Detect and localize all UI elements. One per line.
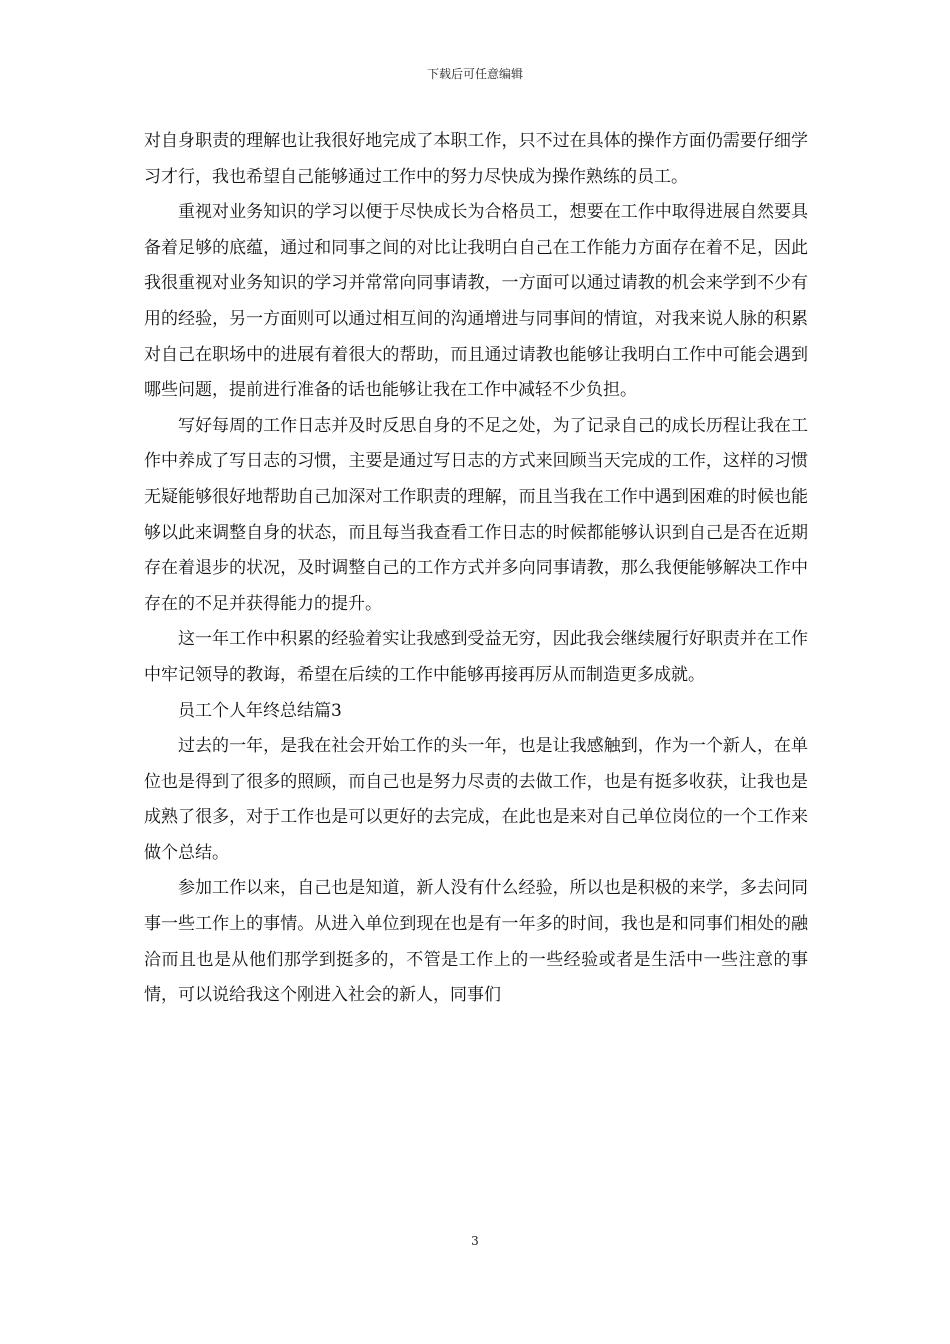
paragraph-1: 对自身职责的理解也让我很好地完成了本职工作，只不过在具体的操作方面仍需要仔细学习才行，我也希望自己能够通过工作中的努力尽快成为操作熟练的员工。: [144, 131, 808, 187]
paragraph-4: 这一年工作中积累的经验着实让我感到受益无穷，因此我会继续履行好职责并在工作中牢记领导的教诲，希望在后续的工作中能够再接再厉从而制造更多成就。: [144, 629, 808, 685]
paragraph-5: 过去的一年，是我在社会开始工作的头一年，也是让我感触到，作为一个新人，在单位也是得到了很多的照顾，而自己也是努力尽责的去做工作，也是有挺多收获，让我也是成熟了很多，对于工作也是可以更好的去完成，在此也是来对自己单位岗位的一个工作来做个总结。: [144, 736, 808, 863]
paragraph-6: 参加工作以来，自己也是知道，新人没有什么经验，所以也是积极的来学，多去问同事一些工作上的事情。从进入单位到现在也是有一年多的时间，我也是和同事们相处的融洽而且也是从他们那学到挺多的，不管是工作上的一些经验或者是生活中一些注意的事情，可以说给我这个刚进入社会的新人，同事们: [144, 878, 808, 1006]
document-body: [144, 124, 808, 1014]
paragraph-3: 写好每周的工作日志并及时反思自身的不足之处，为了记录自己的成长历程让我在工作中养成了写日志的习惯，主要是通过写日志的方式来回顾当天完成的工作，这样的习惯无疑能够很好地帮助自己加深对工作职责的理解，而且当我在工作中遇到困难的时候也能够以此来调整自身的状态，而且每当我查看工作日志的时候都能够认识到自己是否在近期存在着退步的状况，及时调整自己的工作方式并多向同事请教，那么我便能够解决工作中存在的不足并获得能力的提升。: [144, 415, 808, 614]
paragraph-2: 重视对业务知识的学习以便于尽快成长为合格员工，想要在工作中取得进展自然要具备着足够的底蕴，通过和同事之间的对比让我明白自己在工作能力方面存在着不足，因此我很重视对业务知识的学习并常常向同事请教，一方面可以通过请教的机会来学到不少有用的经验，另一方面则可以通过相互间的沟通增进与同事间的情谊，对我来说人脉的积累对自己在职场中的进展有着很大的帮助，而且通过请教也能够让我明白工作中可能会遇到哪些问题，提前进行准备的话也能够让我在工作中减轻不少负担。: [144, 202, 808, 401]
section-heading: 员工个人年终总结篇3: [178, 700, 342, 721]
page-header: 下载后可任意编辑: [426, 67, 523, 81]
page-number: 3: [471, 1234, 479, 1248]
